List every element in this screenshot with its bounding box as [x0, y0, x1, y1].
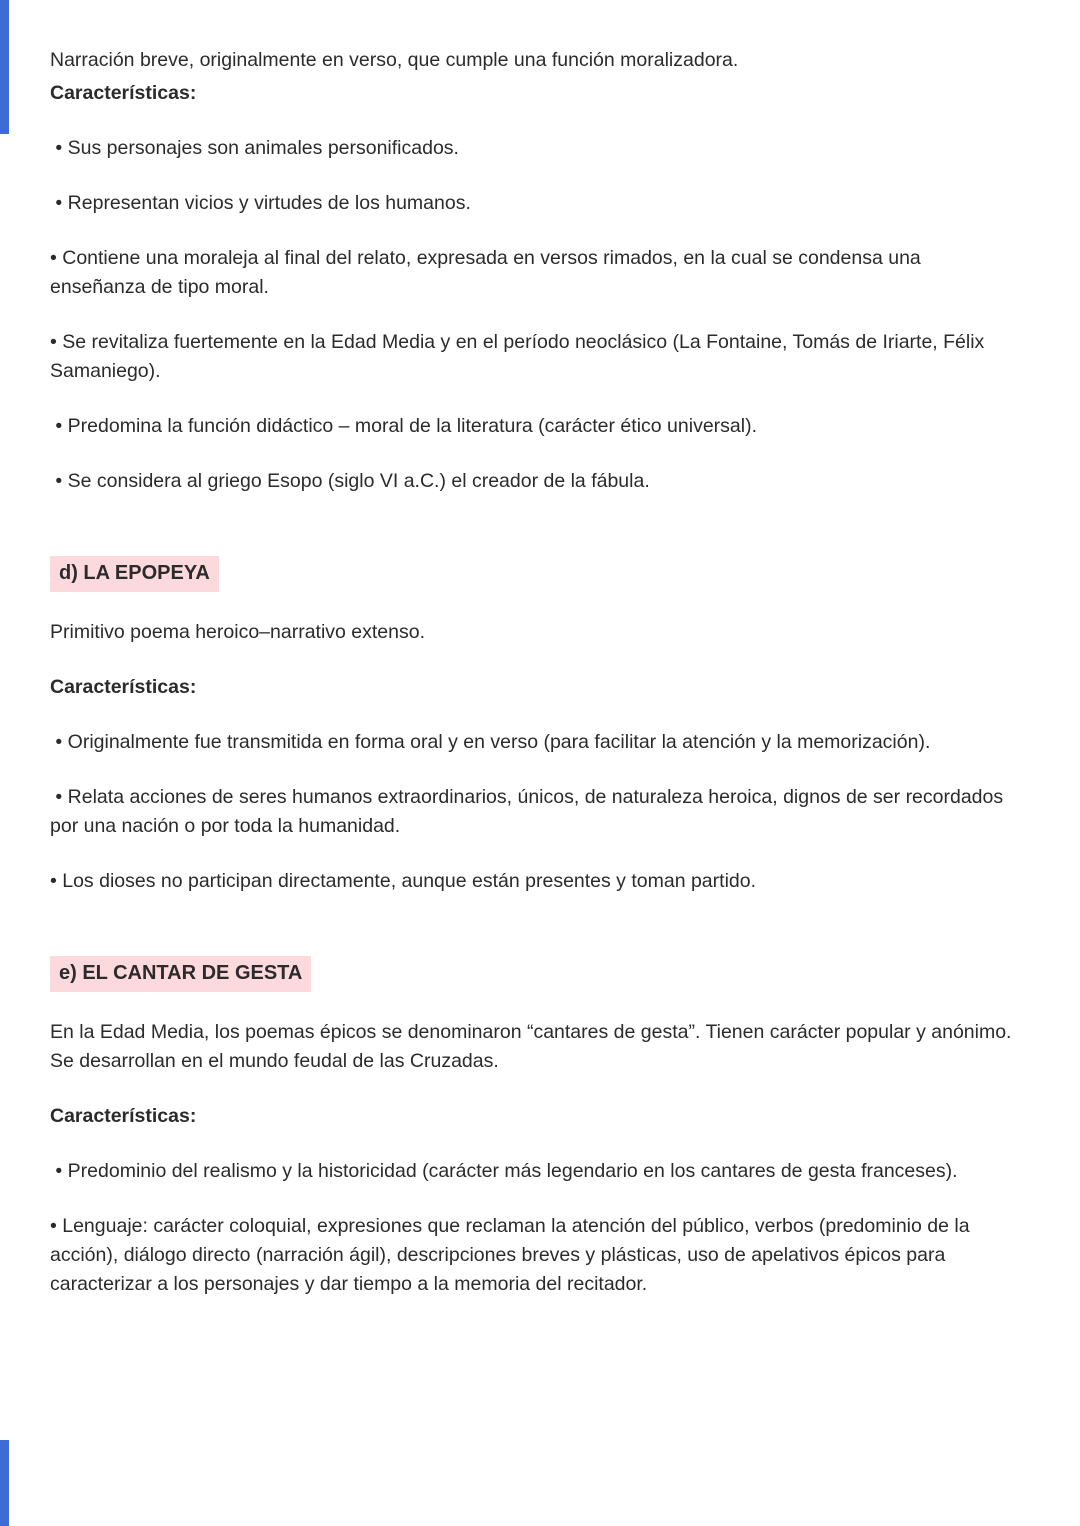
caracteristicas-label-fabula: Características:	[50, 82, 197, 104]
heading-highlight: e) EL CANTAR DE GESTA	[50, 956, 311, 992]
bullet-item: • Predominio del realismo y la historicidad (carácter más legendario en los cantares de gesta franceses).	[50, 1160, 958, 1182]
heading-highlight: d) LA EPOPEYA	[50, 556, 219, 592]
intro-paragraph-cantar: En la Edad Media, los poemas épicos se denominaron “cantares de gesta”. Tienen carácter popular y anónimo. Se desarrollan en el mundo feudal de las Cruzadas.	[50, 1021, 1017, 1072]
section-heading-epopeya	[50, 556, 1016, 592]
intro-paragraph-fabula: Narración breve, originalmente en verso, que cumple una función moralizadora.	[50, 49, 739, 71]
caracteristicas-label-cantar: Características:	[50, 1105, 197, 1127]
section-heading-cantar-de-gesta	[50, 956, 1016, 992]
intro-paragraph-epopeya: Primitivo poema heroico–narrativo extenso.	[50, 621, 426, 643]
bullet-item: • Los dioses no participan directamente, aunque están presentes y toman partido.	[50, 870, 757, 892]
bullet-item: • Predomina la función didáctico – moral de la literatura (carácter ético universal).	[50, 415, 757, 437]
left-edge-marker-top	[0, 0, 9, 134]
bullet-item: • Sus personajes son animales personificados.	[50, 137, 459, 159]
document-page	[50, 46, 1016, 1325]
bullet-item: • Lenguaje: carácter coloquial, expresiones que reclaman la atención del público, verbos (predominio de la acción), diálogo directo (narración ágil), descripciones breves y plásticas, uso de apelativos épicos para caracterizar a los personajes y dar tiempo a la memoria del recitador.	[50, 1215, 975, 1295]
bullet-item: • Se revitaliza fuertemente en la Edad Media y en el período neoclásico (La Fontaine, Tomás de Iriarte, Félix Samaniego).	[50, 331, 990, 382]
left-edge-marker-bottom	[0, 1440, 9, 1526]
bullet-item: • Se considera al griego Esopo (siglo VI a.C.) el creador de la fábula.	[50, 470, 650, 492]
caracteristicas-label-epopeya: Características:	[50, 676, 197, 698]
bullet-item: • Representan vicios y virtudes de los humanos.	[50, 192, 471, 214]
bullet-item: • Relata acciones de seres humanos extraordinarios, únicos, de naturaleza heroica, dignos de ser recordados por una nación o por toda la humanidad.	[50, 786, 1009, 837]
bullet-item: • Contiene una moraleja al final del relato, expresada en versos rimados, en la cual se condensa una enseñanza de tipo moral.	[50, 247, 927, 298]
bullet-item: • Originalmente fue transmitida en forma oral y en verso (para facilitar la atención y la memorización).	[50, 731, 931, 753]
